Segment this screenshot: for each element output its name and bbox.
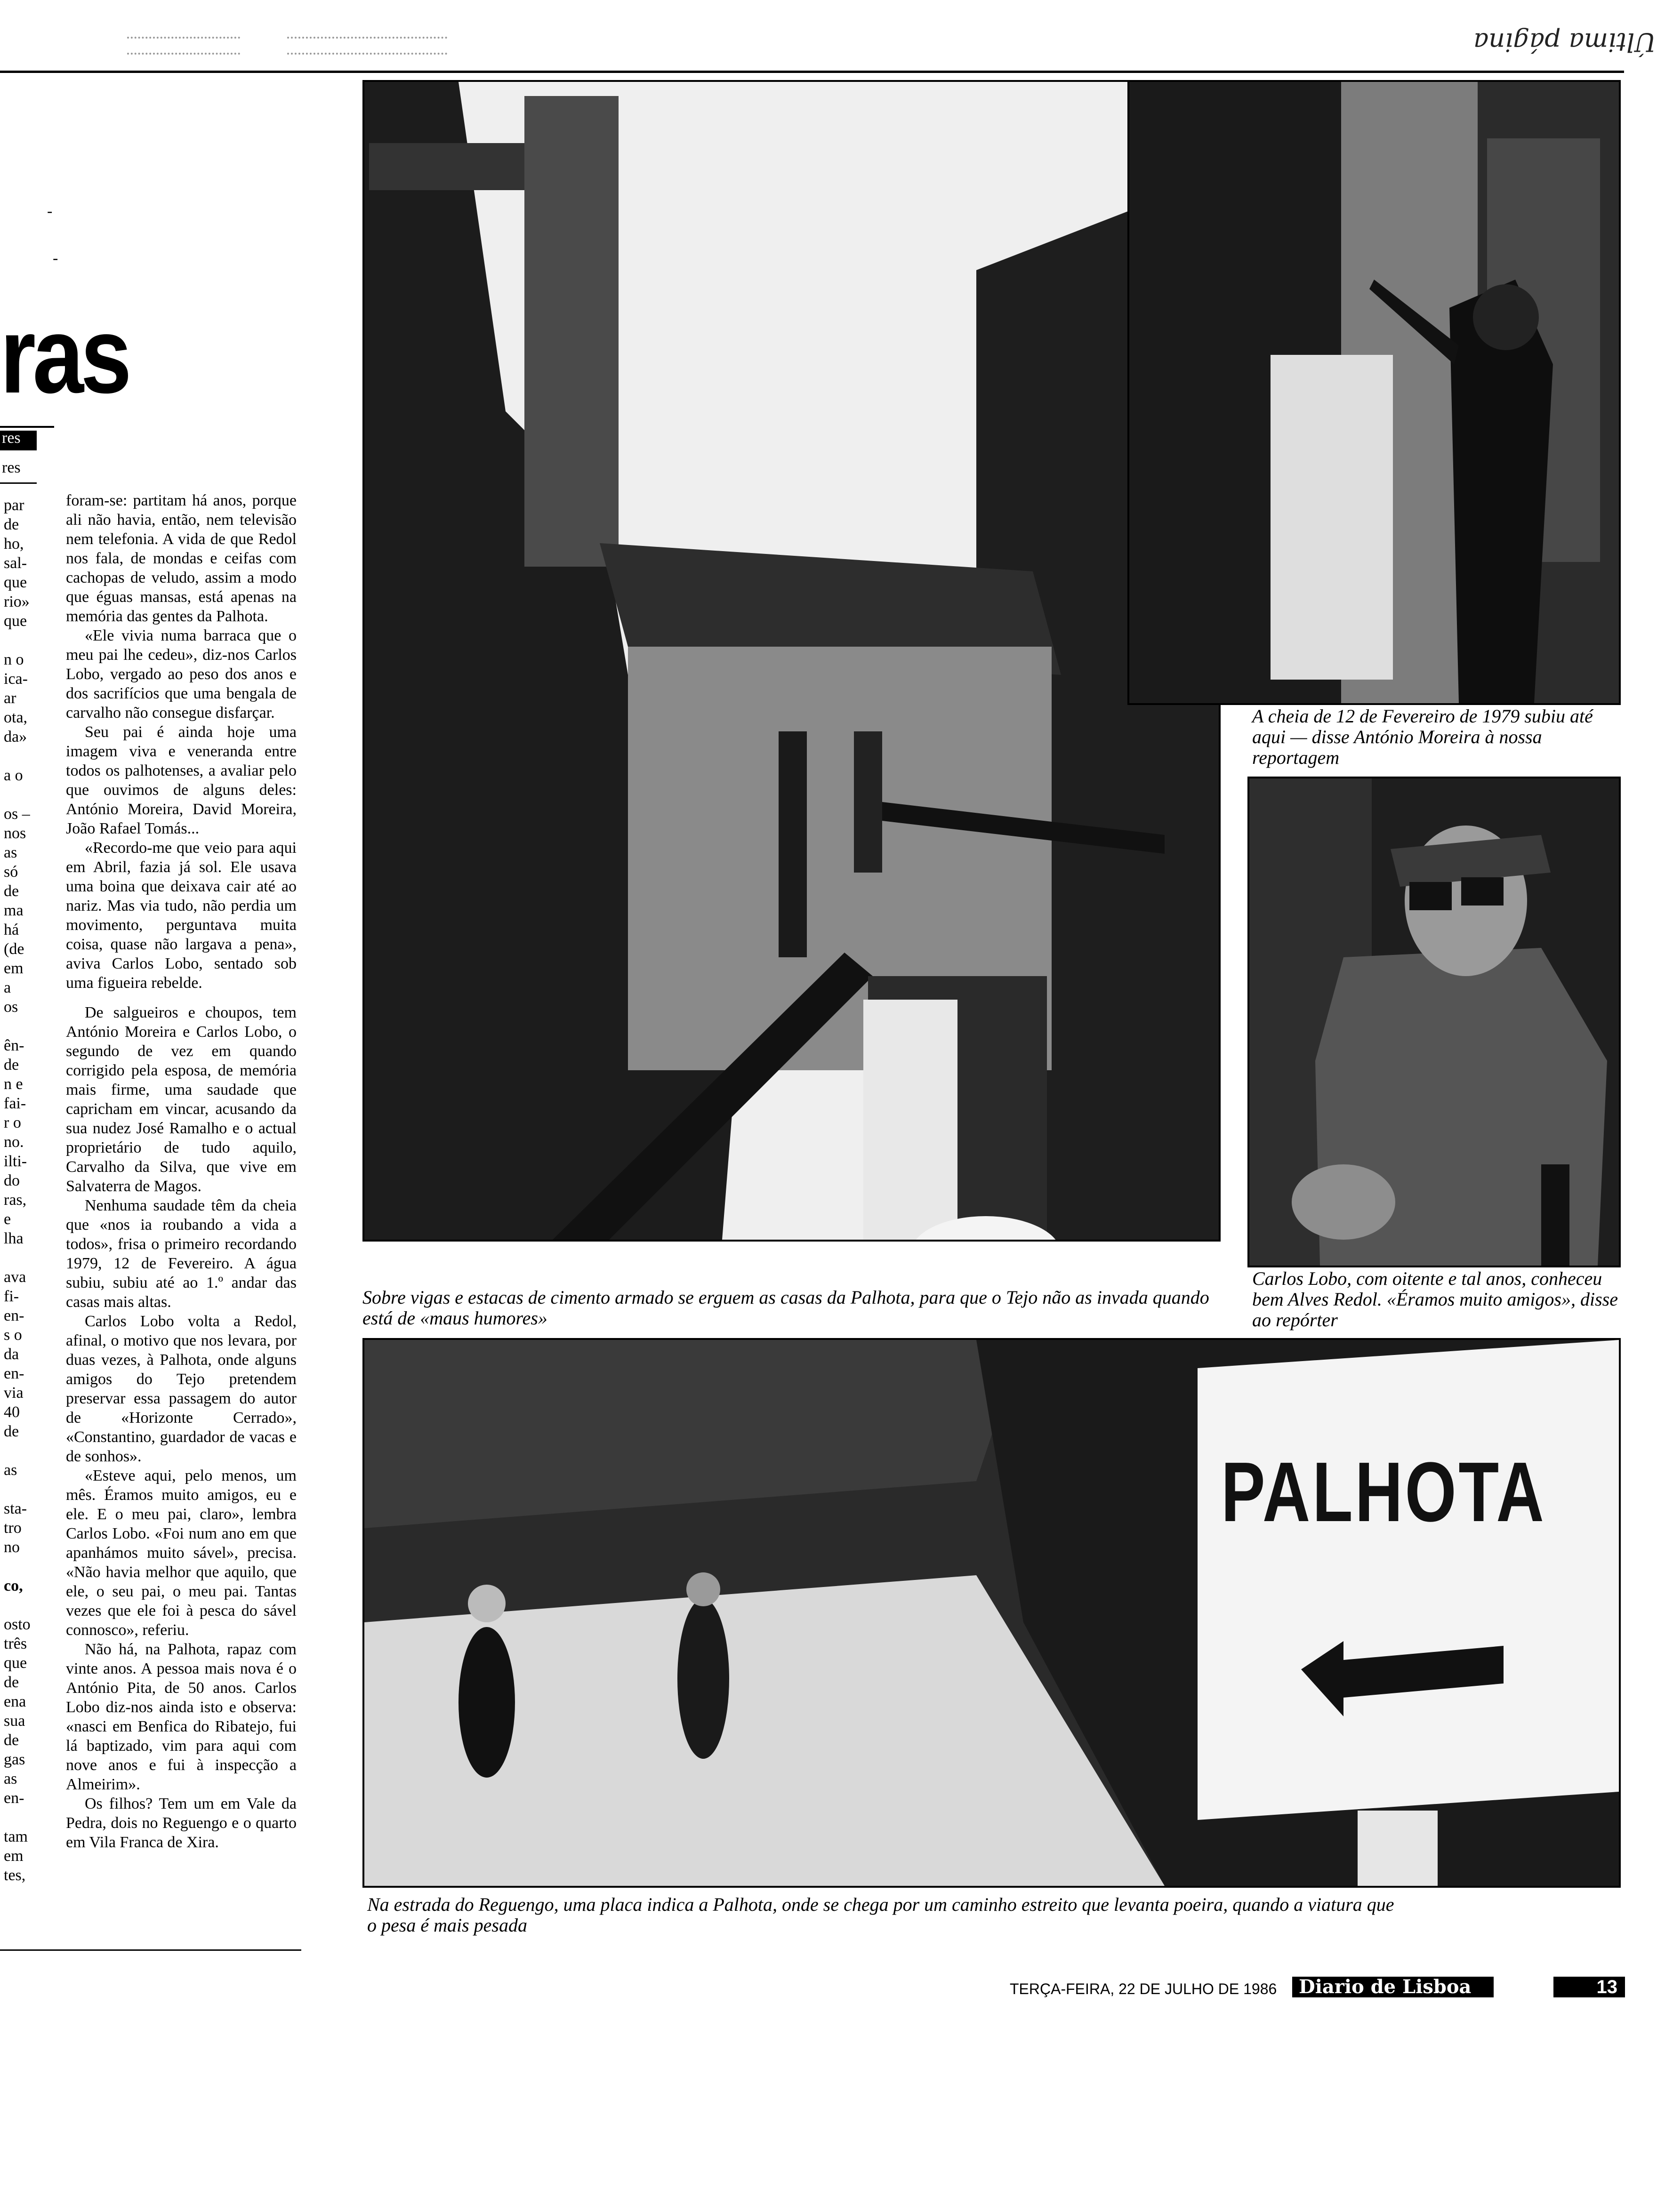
frag-line: rio» <box>4 593 30 610</box>
frag-line: ên- <box>4 1037 24 1054</box>
frag-line: de <box>4 1423 19 1440</box>
frag-line: co, <box>4 1577 23 1595</box>
frag-line: de <box>4 1731 19 1749</box>
frag-line: as <box>4 1461 17 1479</box>
frag-line: ilti- <box>4 1153 27 1170</box>
frag-line: no <box>4 1539 20 1556</box>
flood-illustration <box>1129 82 1619 703</box>
frag-line <box>4 1017 51 1036</box>
frag-line: s o <box>4 1326 22 1344</box>
frag-line: nos <box>4 825 26 842</box>
frag-line: em <box>4 1847 24 1865</box>
frag-line: em <box>4 960 24 977</box>
frag-line <box>4 1441 51 1460</box>
masthead: Diario de Lisboa <box>1292 1977 1494 1997</box>
article-paragraph: Os filhos? Tem um em Vale da Pedra, dois no Reguengo e o quarto em Vila Franca de Xira. <box>66 1795 297 1851</box>
frag-line: e <box>4 1210 11 1228</box>
frag-line: r o <box>4 1114 21 1131</box>
frag-line: 40 <box>4 1403 20 1421</box>
frag-line: par <box>4 497 24 514</box>
article-paragraph: Nenhuma saudade têm da cheia que «nos ia roubando a vida a todos», frisa o primeiro recordando 1979, 12 de Fevereiro. A água subiu, subiu até ao 1.º andar das casas mais altas. <box>66 1197 297 1311</box>
frag-line: que <box>4 1654 27 1672</box>
frag-line: há <box>4 921 19 938</box>
header-rule <box>0 71 1624 73</box>
article-paragraph: Carlos Lobo volta a Redol, afinal, o motivo que nos levara, por duas vezes, à Palhota, onde alguns amigos do Tejo pretendem preservar essa passagem do autor de «Horizonte Cerrado», «Constantino, guardador de vacas e de sonhos». <box>66 1313 297 1465</box>
frag-line: do <box>4 1172 20 1189</box>
headline-fragment: ras <box>0 295 129 416</box>
frag-line: que <box>4 574 27 591</box>
frag-line: as <box>4 844 17 861</box>
frag-line: que <box>4 612 27 630</box>
frag-line: de <box>4 1674 19 1691</box>
byline-rule <box>0 482 37 484</box>
frag-line: tro <box>4 1519 22 1537</box>
header-dots-2 <box>287 37 447 55</box>
frag-line: da <box>4 1346 19 1363</box>
frag-line: fai- <box>4 1095 26 1112</box>
frag-line: n o <box>4 651 24 668</box>
house-caption: Sobre vigas e estacas de cimento armado se erguem as casas da Palhota, para que o Tejo não as invada quando está de «maus humores» <box>362 1287 1209 1329</box>
frag-line: ena <box>4 1693 26 1710</box>
frag-line: de <box>4 516 19 533</box>
frag-line: tam <box>4 1828 28 1845</box>
frag-line: sta- <box>4 1500 27 1517</box>
frag-line: da» <box>4 728 27 745</box>
section-label: Última página <box>1473 27 1656 57</box>
dash-mark-2: - <box>53 249 58 267</box>
frag-line: gas <box>4 1751 25 1768</box>
page-number: 13 <box>1553 1977 1625 1997</box>
flood-photo <box>1127 80 1621 705</box>
frag-line: no. <box>4 1133 24 1151</box>
frag-line: ho, <box>4 535 24 553</box>
frag-line: ica- <box>4 670 28 688</box>
header-dots-1 <box>127 37 240 55</box>
article-paragraph: Não há, na Palhota, rapaz com vinte anos. A pessoa mais nova é o António Pita, de 50 anos. Carlos Lobo diz-nos ainda isto e observa: «nasci em Benfica do Ribatejo, fui lá baptizado, vim para aqui com nove anos e fui à inspecção a Almeirim». <box>66 1641 297 1793</box>
frag-line: ar <box>4 689 16 707</box>
frag-line <box>4 785 51 804</box>
frag-line: ma <box>4 902 24 919</box>
article-paragraph: «Ele vivia numa barraca que o meu pai lhe cedeu», diz-nos Carlos Lobo, vergado ao peso dos anos e dos sacrifícios que uma bengala de carvalho não consegue disfarçar. <box>66 627 297 721</box>
frag-line <box>4 631 51 650</box>
frag-line: de <box>4 882 19 900</box>
dash-mark-1: - <box>47 202 53 220</box>
frag-line: en- <box>4 1789 24 1807</box>
frag-line: de <box>4 1056 19 1074</box>
frag-line <box>4 1248 51 1267</box>
article-paragraph: foram-se: partitam há anos, porque ali não havia, então, nem televisão nem telefonia. A vida de que Redol nos fala, de mondas e ceifas com cachopas de veludo, assim a modo que éguas mansas, está apenas na memória das gentes da Palhota. <box>66 492 297 625</box>
article-paragraph: «Esteve aqui, pelo menos, um mês. Éramos muito amigos, eu e ele. E o meu pai, claro», lembra Carlos Lobo. «Foi num ano em que apanhámos muito sável», precisa. «Não havia melhor que aquilo, que ele, o seu pai, o meu pai. Tantas vezes que ele foi à pesca do sável connosco», referiu. <box>66 1467 297 1639</box>
sign-text: PALHOTA <box>1221 1445 1546 1539</box>
road-illustration <box>364 1340 1619 1886</box>
frag-line <box>4 1595 51 1615</box>
article-column <box>66 491 297 1852</box>
frag-line: só <box>4 863 18 881</box>
frag-line: ota, <box>4 709 28 726</box>
road-photo <box>362 1338 1621 1888</box>
frag-line: n e <box>4 1075 23 1093</box>
article-paragraph: Seu pai é ainda hoje uma imagem viva e veneranda entre todos os palhotenses, a avaliar pelo que ouvimos de alguns deles: António Moreira, David Moreira, João Rafael Tomás... <box>66 723 297 837</box>
carlos-photo <box>1247 777 1621 1267</box>
carlos-caption: Carlos Lobo, com oitente e tal anos, conheceu bem Alves Redol. «Éramos muito amigos», disse ao repórter <box>1252 1268 1618 1330</box>
article-paragraph: De salgueiros e choupos, tem António Moreira e Carlos Lobo, o segundo de vez em quando corrigido pela esposa, de memória mais firme, uma saudade que capricham em vincar, acusando da sua nudez José Ramalho e o actual proprietário de tudo aquilo, Carvalho da Silva, que vive em Salvaterra de Magos. <box>66 1004 297 1195</box>
flood-caption: A cheia de 12 de Fevereiro de 1979 subiu até aqui — disse António Moreira à nossa reportagem <box>1252 705 1593 768</box>
frag-line: os – <box>4 805 30 823</box>
byline-fragment-2: res <box>2 459 21 476</box>
left-column-fragments <box>4 496 51 1885</box>
frag-line: (de <box>4 940 24 958</box>
frag-line: a o <box>4 767 23 784</box>
frag-line: via <box>4 1384 24 1402</box>
house-illustration <box>364 82 1219 1240</box>
frag-line <box>4 1808 51 1827</box>
frag-line: a <box>4 979 11 996</box>
frag-line: en- <box>4 1307 24 1324</box>
frag-line: osto <box>4 1616 31 1633</box>
frag-line: três <box>4 1635 27 1652</box>
frag-line <box>4 1480 51 1499</box>
footer-date: TERÇA-FEIRA, 22 DE JULHO DE 1986 <box>1010 1980 1277 1997</box>
frag-line: ras, <box>4 1191 27 1209</box>
frag-line: fi- <box>4 1288 19 1305</box>
frag-line: ava <box>4 1268 26 1286</box>
road-caption: Na estrada do Reguengo, uma placa indica a Palhota, onde se chega por um caminho estreito que levanta poeira, quando a viatura que o pesa é mais pesada <box>367 1894 1394 1936</box>
frag-line: tes, <box>4 1867 26 1884</box>
carlos-illustration <box>1249 778 1619 1266</box>
headline-rule <box>0 426 54 428</box>
frag-line: as <box>4 1770 17 1787</box>
frag-line: lha <box>4 1230 24 1247</box>
frag-line: en- <box>4 1365 24 1382</box>
frag-line <box>4 1557 51 1576</box>
frag-line: sal- <box>4 554 27 572</box>
article-paragraph: «Recordo-me que veio para aqui em Abril, fazia já sol. Ele usava uma boina que deixava cair até ao nariz. Mas via tudo, não perdia um movimento, perguntava muita coisa, quase não largava a pena», aviva Carlos Lobo, sentado sob uma figueira rebelde. <box>66 839 297 992</box>
house-photo <box>362 80 1221 1242</box>
frag-line <box>4 746 51 766</box>
column-rule-bottom <box>0 1949 301 1951</box>
frag-line: sua <box>4 1712 25 1730</box>
byline-fragment-1: res <box>2 429 21 447</box>
frag-line: os <box>4 998 18 1016</box>
